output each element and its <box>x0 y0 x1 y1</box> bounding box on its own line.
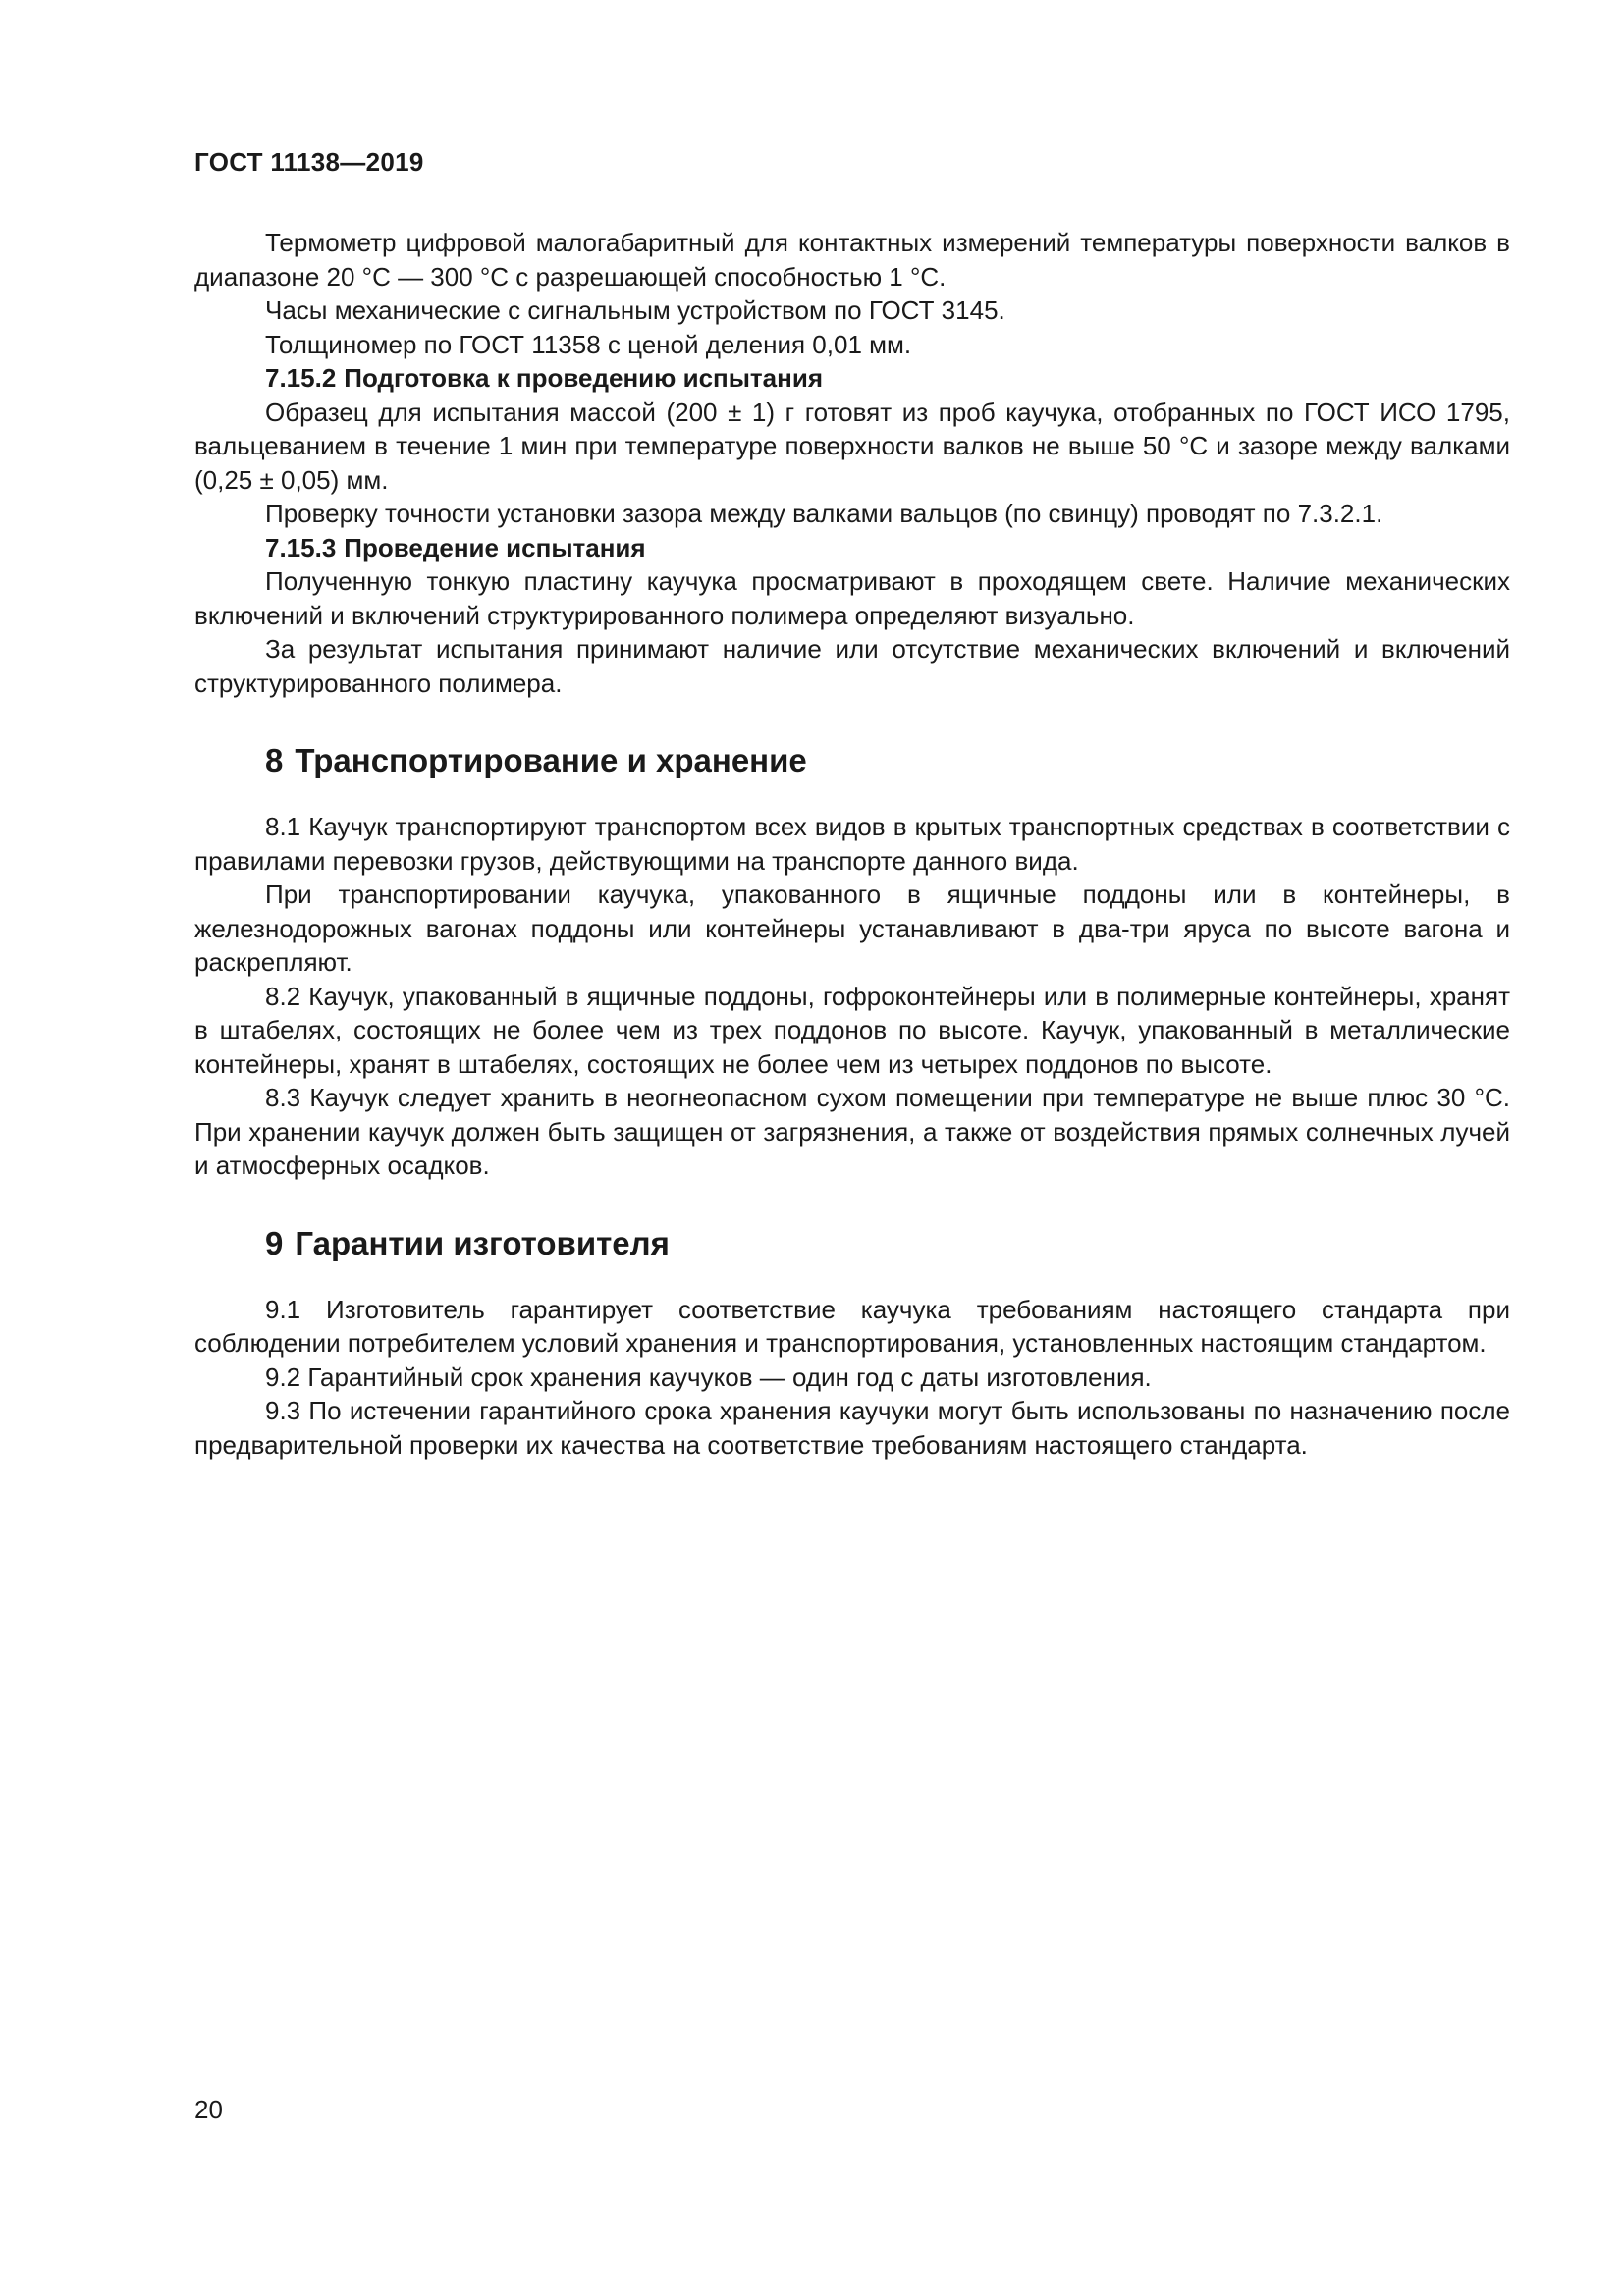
paragraph-clock: Часы механические с сигнальным устройством по ГОСТ 3145. <box>265 295 1005 325</box>
paragraph-sample-preparation: Образец для испытания массой (200 ± 1) г готовят из проб каучука, отобранных по ГОСТ ИСО 1795, вальцеванием в течение 1 мин при температуре поверхности валков не выше 50 °С и зазоре между валками (0,25 ± 0,05) мм. <box>194 397 1510 495</box>
subsection-title: Подготовка к проведению испытания <box>344 363 823 393</box>
paragraph-thickness-gauge: Толщиномер по ГОСТ 11358 с ценой деления 0,01 мм. <box>265 329 912 359</box>
paragraph-9-1: 9.1 Изготовитель гарантирует соответствие каучука требованиям настоящего стандарта при соблюдении потребителем условий хранения и транспортирования, установленных настоящим стандартом. <box>194 1294 1510 1358</box>
subsection-heading-7-15-3 <box>194 531 1510 565</box>
paragraph-thermometer: Термометр цифровой малогабаритный для контактных измерений температуры поверхности валков в диапазоне 20 °С — 300 °С с разрешающей способностью 1 °С. <box>194 228 1510 292</box>
subsection-number: 7.15.3 <box>265 532 337 562</box>
section-heading-9 <box>265 1224 1510 1263</box>
paragraph-9-3: 9.3 По истечении гарантийного срока хранения каучуки могут быть использованы по назначению после предварительной проверки их качества на соответствие требованиям настоящего стандарта. <box>194 1396 1510 1460</box>
section-number: 9 <box>265 1224 284 1261</box>
section-title: Транспортирование и хранение <box>295 742 807 778</box>
paragraph-inspection: Полученную тонкую пластину каучука просматривают в проходящем свете. Наличие механических включений и включений структурированного полимера определяют визуально. <box>194 566 1510 630</box>
paragraph-9-2: 9.2 Гарантийный срок хранения каучуков — один год с даты изготовления. <box>265 1362 1152 1392</box>
paragraph-8-2: 8.2 Каучук, упакованный в ящичные поддоны, гофроконтейнеры или в полимерные контейнеры, хранят в штабелях, состоящих не более чем из трех поддонов по высоте. Каучук, упакованный в металлические контейнеры, хранят в штабелях, состоящих не более чем из четырех поддонов по высоте. <box>194 981 1510 1079</box>
section-heading-8 <box>265 741 1510 780</box>
section-number: 8 <box>265 742 284 778</box>
paragraph-test-result: За результат испытания принимают наличие или отсутствие механических включений и включений структурированного полимера. <box>194 634 1510 698</box>
paragraph-8-1: 8.1 Каучук транспортируют транспортом всех видов в крытых транспортных средствах в соответствии с правилами перевозки грузов, действующими на транспорте данного вида. <box>194 812 1510 876</box>
page-number: 20 <box>194 2095 223 2124</box>
document-body <box>194 226 1510 1462</box>
paragraph-gap-check: Проверку точности установки зазора между валками вальцов (по свинцу) проводят по 7.3.2.1. <box>265 499 1383 528</box>
section-title: Гарантии изготовителя <box>295 1224 670 1261</box>
subsection-heading-7-15-2 <box>194 361 1510 396</box>
subsection-title: Проведение испытания <box>344 532 646 562</box>
paragraph-8-3: 8.3 Каучук следует хранить в неогнеопасном сухом помещении при температуре не выше плюс 30 °С. При хранении каучук должен быть защищен от загрязнения, а также от воздействия прямых солнечных лучей и атмосферных осадков. <box>194 1083 1510 1180</box>
subsection-number: 7.15.2 <box>265 363 337 393</box>
paragraph-8-1-railway: При транспортировании каучука, упакованного в ящичные поддоны или в контейнеры, в железнодорожных вагонах поддоны или контейнеры устанавливают в два-три яруса по высоте вагона и раскрепляют. <box>194 880 1510 977</box>
running-header: ГОСТ 11138—2019 <box>194 147 424 177</box>
